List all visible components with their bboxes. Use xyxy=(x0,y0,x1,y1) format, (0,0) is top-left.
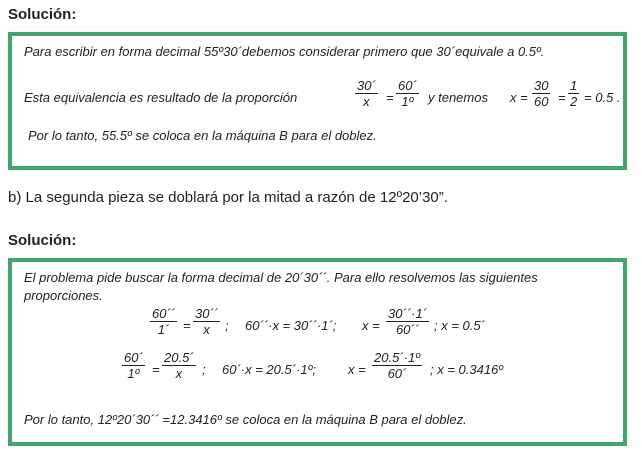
equals-sign: = xyxy=(386,90,394,105)
row1-result: ; x = 0.5´ xyxy=(434,318,485,333)
fraction-numerator: 30´´ xyxy=(195,306,219,321)
part-b-statement: b) La segunda pieza se doblará por la mitad a razón de 12º20’30”. xyxy=(8,189,448,206)
row1-middle-equation: 60´´·x = 30´´·1´; xyxy=(245,318,337,333)
equals-sign: = xyxy=(183,318,191,333)
equals-sign: = xyxy=(558,90,566,105)
fraction-denominator: x xyxy=(203,322,210,337)
fraction-denominator: 1´ xyxy=(157,322,170,337)
equals-sign: = xyxy=(152,362,160,377)
row2-middle-equation: 60´·x = 20.5´·1º; xyxy=(222,362,316,377)
row1-fraction-c xyxy=(386,306,429,337)
row2-result: ; x = 0.3416º xyxy=(430,362,504,377)
fraction-numerator: 30´ xyxy=(357,78,376,93)
semicolon: ; xyxy=(225,318,229,333)
solution-heading-2: Solución: xyxy=(8,232,77,249)
solution-1-line-1: Para escribir en forma decimal 55º30´debemos considerar primero que 30´equivale a 0.5º. xyxy=(24,44,545,59)
fraction-denominator: 1º xyxy=(401,94,414,109)
fraction-numerator: 60´ xyxy=(124,350,143,365)
fraction-denominator: x xyxy=(175,366,183,381)
solution-2-intro-line-1: El problema pide buscar la forma decimal de 20´30´´. Para ello resolvemos las siguientes xyxy=(24,270,538,285)
x-equals: x = xyxy=(362,318,380,333)
fraction-denominator: 60´ xyxy=(387,366,407,381)
fraction-numerator: 60´ xyxy=(398,78,417,93)
fraction-numerator: 1 xyxy=(570,78,578,93)
fraction-denominator: 2 xyxy=(570,94,578,109)
tenemos-text: y tenemos xyxy=(428,90,488,105)
fraction-numerator: 60´´ xyxy=(152,306,176,321)
solution-2-intro-line-2: proporciones. xyxy=(24,288,103,303)
fraction-numerator: 20.5´ xyxy=(164,350,194,365)
result-fraction-2 xyxy=(568,78,579,109)
row1-fraction-a xyxy=(150,306,177,337)
result-fraction-1 xyxy=(532,78,550,109)
solution-1-conclusion: Por lo tanto, 55.5º se coloca en la máquina B para el doblez. xyxy=(28,128,377,143)
row2-fraction-b xyxy=(162,350,196,381)
fraction-denominator: x xyxy=(363,94,370,109)
solution-heading-1: Solución: xyxy=(8,6,77,23)
solution-box-2 xyxy=(8,258,627,446)
solution-1-line-2-text: Esta equivalencia es resultado de la proporción xyxy=(24,90,298,105)
row2-fraction-a xyxy=(122,350,145,381)
x-equals: x = xyxy=(510,90,528,105)
row1-fraction-b xyxy=(193,306,220,337)
x-equals: x = xyxy=(348,362,366,377)
result-tail: = 0.5 . xyxy=(584,90,621,105)
fraction-numerator: 30´´·1´ xyxy=(388,306,428,321)
fraction-denominator: 60 xyxy=(534,94,549,109)
fraction-numerator: 20.5´·1º xyxy=(374,350,420,365)
solution-2-conclusion: Por lo tanto, 12º20´30´´ =12.3416º se coloca en la máquina B para el doblez. xyxy=(24,412,467,427)
fraction-numerator: 30 xyxy=(534,78,549,93)
solution-box-1 xyxy=(8,32,627,170)
row2-fraction-c xyxy=(372,350,422,381)
proportion-fraction-1 xyxy=(355,78,378,109)
fraction-denominator: 60´´ xyxy=(395,322,420,337)
fraction-denominator: 1º xyxy=(127,366,140,381)
proportion-fraction-2 xyxy=(396,78,419,109)
semicolon: ; xyxy=(202,362,206,377)
